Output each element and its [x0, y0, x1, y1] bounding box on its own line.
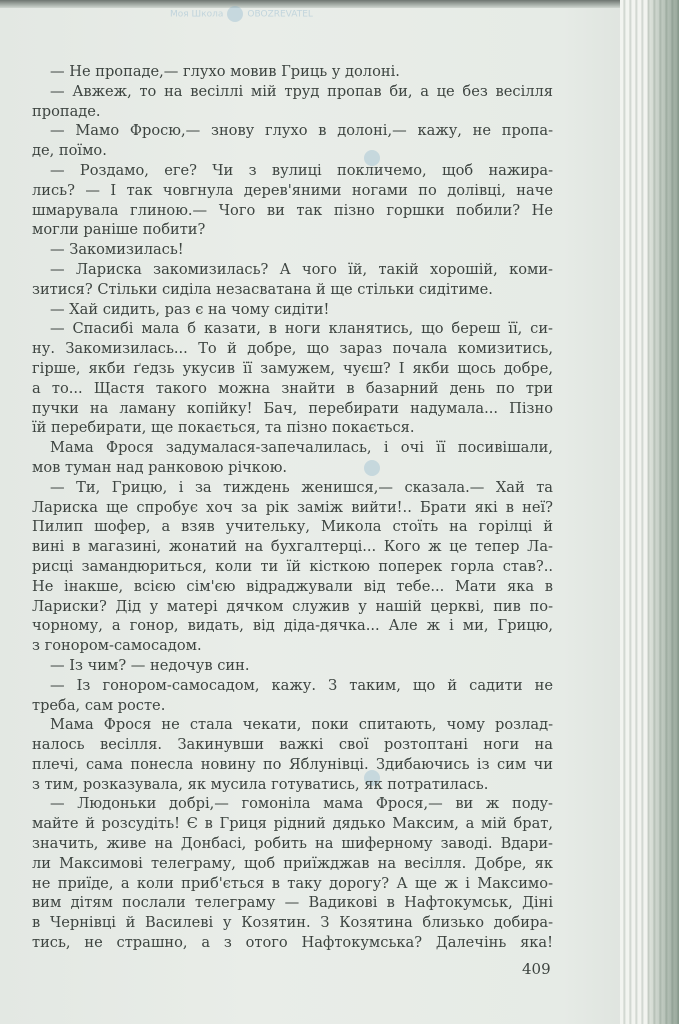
watermark-text: OBOZREVATEL — [247, 9, 313, 20]
watermark-text: Моя Школа — [170, 9, 224, 20]
text-line: — Із гонором-самосадом, кажу. З таким, що й садити не — [50, 676, 553, 694]
text-line: гірше, якби ґедзь укусив її замужем, чуєш? І якби щось добре, — [32, 359, 553, 377]
text-line: пучки на ламану копійку! Бач, перебирати надумала... Пізно — [32, 399, 553, 417]
text-line: — Закомизилась! — [50, 241, 184, 259]
text-line: з гонором-самосадом. — [32, 637, 202, 655]
text-line: зитися? Стільки сиділа незасватана й ще стільки сидітиме. — [32, 280, 493, 298]
text-line: — Спасибі мала б казати, в ноги кланятись, що береш її, си- — [50, 320, 553, 338]
text-line: — Хай сидить, раз є на чому сидіти! — [50, 300, 330, 318]
text-line: — Мамо Фросю,— знову глухо в долоні,— кажу, не пропа- — [50, 122, 553, 140]
text-line: лись? — І так човгнула дерев'яними ногами по долівці, наче — [32, 181, 553, 199]
text-line: чорному, а гонор, видать, від діда-дячка... Але ж і ми, Грицю, — [32, 617, 553, 635]
page-number: 409 — [522, 960, 551, 978]
text-line: а то... Щастя такого можна знайти в базарний день по три — [32, 379, 553, 397]
text-line: вині в магазині, жонатий на бухгалтерці... Кого ж це тепер Ла- — [32, 538, 553, 556]
watermark — [170, 6, 313, 22]
text-line: рисці замандюриться, коли ти їй кісткою поперек горла став?.. — [32, 557, 553, 575]
text-line: вим дітям послали телеграму — Вадикові в Нафтокумськ, Діні — [32, 894, 553, 912]
text-line: їй перебирати, ще покається, та пізно покається. — [32, 419, 415, 437]
text-line: Лариска ще спробує хоч за рік заміж вийти!.. Брати які в неї? — [32, 498, 553, 516]
text-line: — Із чим? — недочув син. — [50, 656, 250, 674]
text-line: Мама Фрося задумалася-запечалилась, і очі її посивішали, — [50, 439, 553, 457]
text-line: Пилип шофер, а взяв учительку, Микола стоїть на горілці й — [32, 518, 553, 536]
body-text — [32, 62, 553, 953]
watermark-logo-icon — [227, 6, 243, 22]
text-line: — Авжеж, то на весіллі мій труд пропав би, а це без весілля — [50, 82, 553, 100]
text-line: мов туман над ранковою річкою. — [32, 458, 288, 476]
text-line: — Лариска закомизилась? А чого їй, такій хорошій, коми- — [50, 260, 553, 278]
text-line: — Не пропаде,— глухо мовив Гриць у долоні. — [50, 63, 400, 80]
text-line: треба, сам росте. — [32, 696, 166, 714]
text-line: тись, не страшно, а з отого Нафтокумська? Далечінь яка! — [32, 934, 553, 952]
text-line: — Роздамо, еге? Чи з вулиці покличемо, щоб нажира- — [50, 161, 553, 179]
text-line: ну. Закомизилась... То й добре, що зараз почала комизитись, — [32, 340, 553, 358]
text-line: не приїде, а коли приб'ється в таку дорогу? А ще ж і Максимо- — [32, 874, 553, 892]
text-line: шмарувала глиною.— Чого ви так пізно горшки побили? Не — [32, 201, 553, 219]
book-page-edges — [620, 0, 679, 1024]
text-line: пропаде. — [32, 102, 101, 120]
text-line: — Ти, Грицю, і за тиждень женишся,— сказала.— Хай та — [50, 478, 553, 496]
text-line: ли Максимові телеграму, щоб приїжджав на весілля. Добре, як — [32, 854, 553, 872]
text-line: могли раніше побити? — [32, 221, 206, 239]
text-line: плечі, сама понесла новину по Яблунівці. Здибаючись із сим чи — [32, 755, 553, 773]
text-line: де, поїмо. — [32, 142, 107, 160]
text-line: налось весілля. Закинувши важкі свої розтоптані ноги на — [32, 736, 553, 754]
text-line: Не інакше, всією сім'єю відраджували від тебе... Мати яка в — [32, 577, 553, 595]
text-line: майте й розсудіть! Є в Гриця рідний дядько Максим, а мій брат, — [32, 815, 553, 833]
text-line: Лариски? Дід у матері дячком служив у нашій церкві, пив по- — [32, 597, 553, 615]
text-line: з тим, розказувала, як мусила готуватись, як потратилась. — [32, 775, 489, 793]
text-line: в Чернівці й Василеві у Козятин. З Козятина близько добира- — [32, 914, 553, 932]
text-line: — Людоньки добрі,— гомоніла мама Фрося,— ви ж поду- — [50, 795, 553, 813]
text-line: значить, живе на Донбасі, робить на шиферному заводі. Вдари- — [32, 835, 553, 853]
text-line: Мама Фрося не стала чекати, поки спитають, чому розлад- — [50, 716, 553, 734]
